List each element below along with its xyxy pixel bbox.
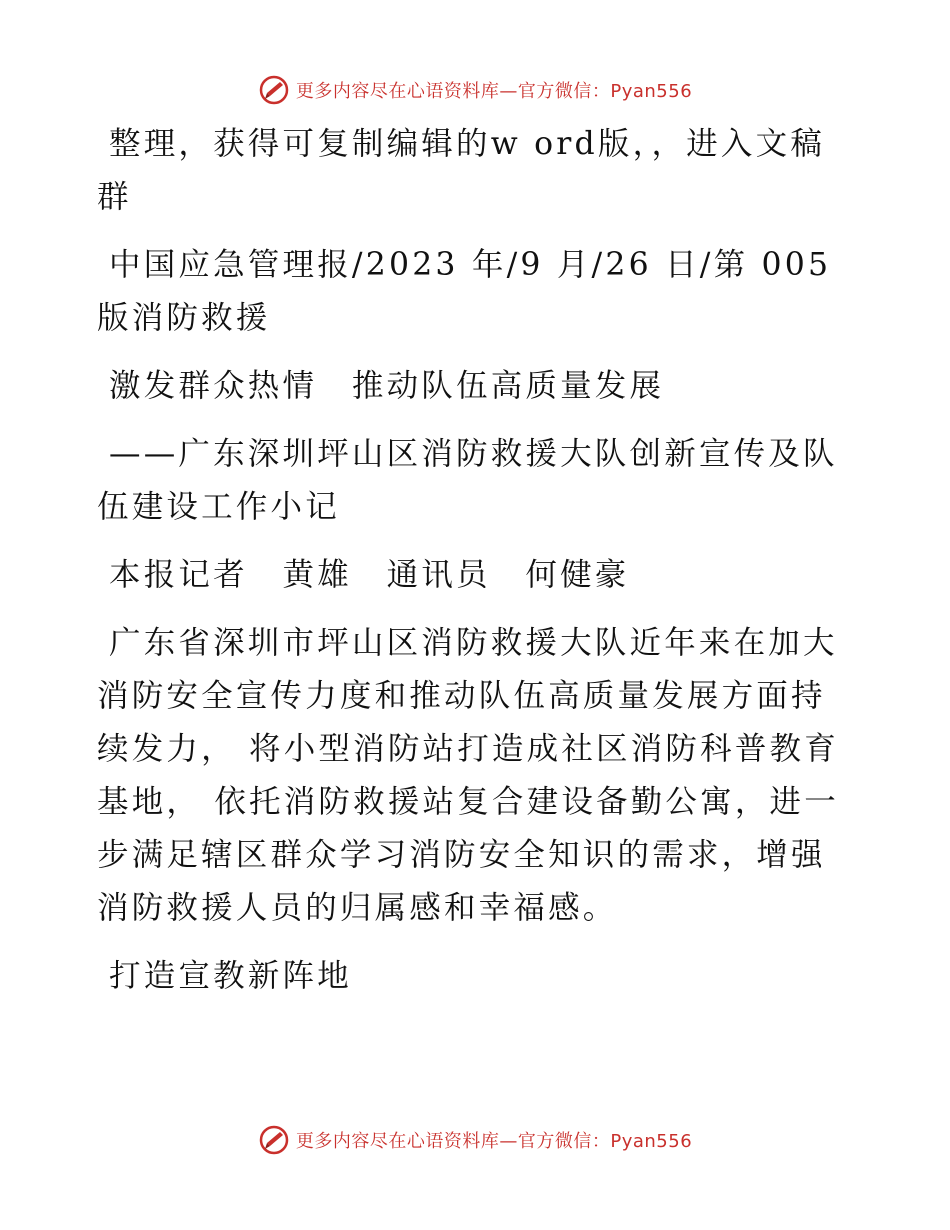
paragraph-lead: 广东省深圳市坪山区消防救援大队近年来在加大消防安全宣传力度和推动队伍高质量发展方面持续发力， 将小型消防站打造成社区消防科普教育基地， 依托消防救援站复合建设备勤公寓，进一步满足辖区群众学习消防安全知识的需求，增强消防救援人员的归属感和幸福感。 [97, 625, 839, 926]
paragraph-source: 中国应急管理报/2023 年/9 月/26 日/第 005 版消防救援 [97, 247, 832, 336]
watermark-text: 更多内容尽在心语资料库—官方微信：Pyan556 [295, 1131, 693, 1152]
header-watermark [0, 70, 950, 110]
footer-watermark [0, 1120, 950, 1160]
section-heading: 打造宣教新阵地 [109, 958, 352, 994]
document-body [97, 118, 857, 1018]
logo-icon [258, 1124, 290, 1156]
logo-icon [258, 74, 290, 106]
watermark-text: 更多内容尽在心语资料库—官方微信：Pyan556 [295, 81, 693, 102]
paragraph-intro: 整理，获得可复制编辑的w ord版，，进入文稿群 [97, 126, 826, 215]
article-subtitle: ——广东深圳坪山区消防救援大队创新宣传及队伍建设工作小记 [97, 436, 838, 525]
article-title: 激发群众热情 推动队伍高质量发展 [109, 368, 665, 404]
article-byline: 本报记者 黄雄 通讯员 何健豪 [109, 557, 630, 593]
